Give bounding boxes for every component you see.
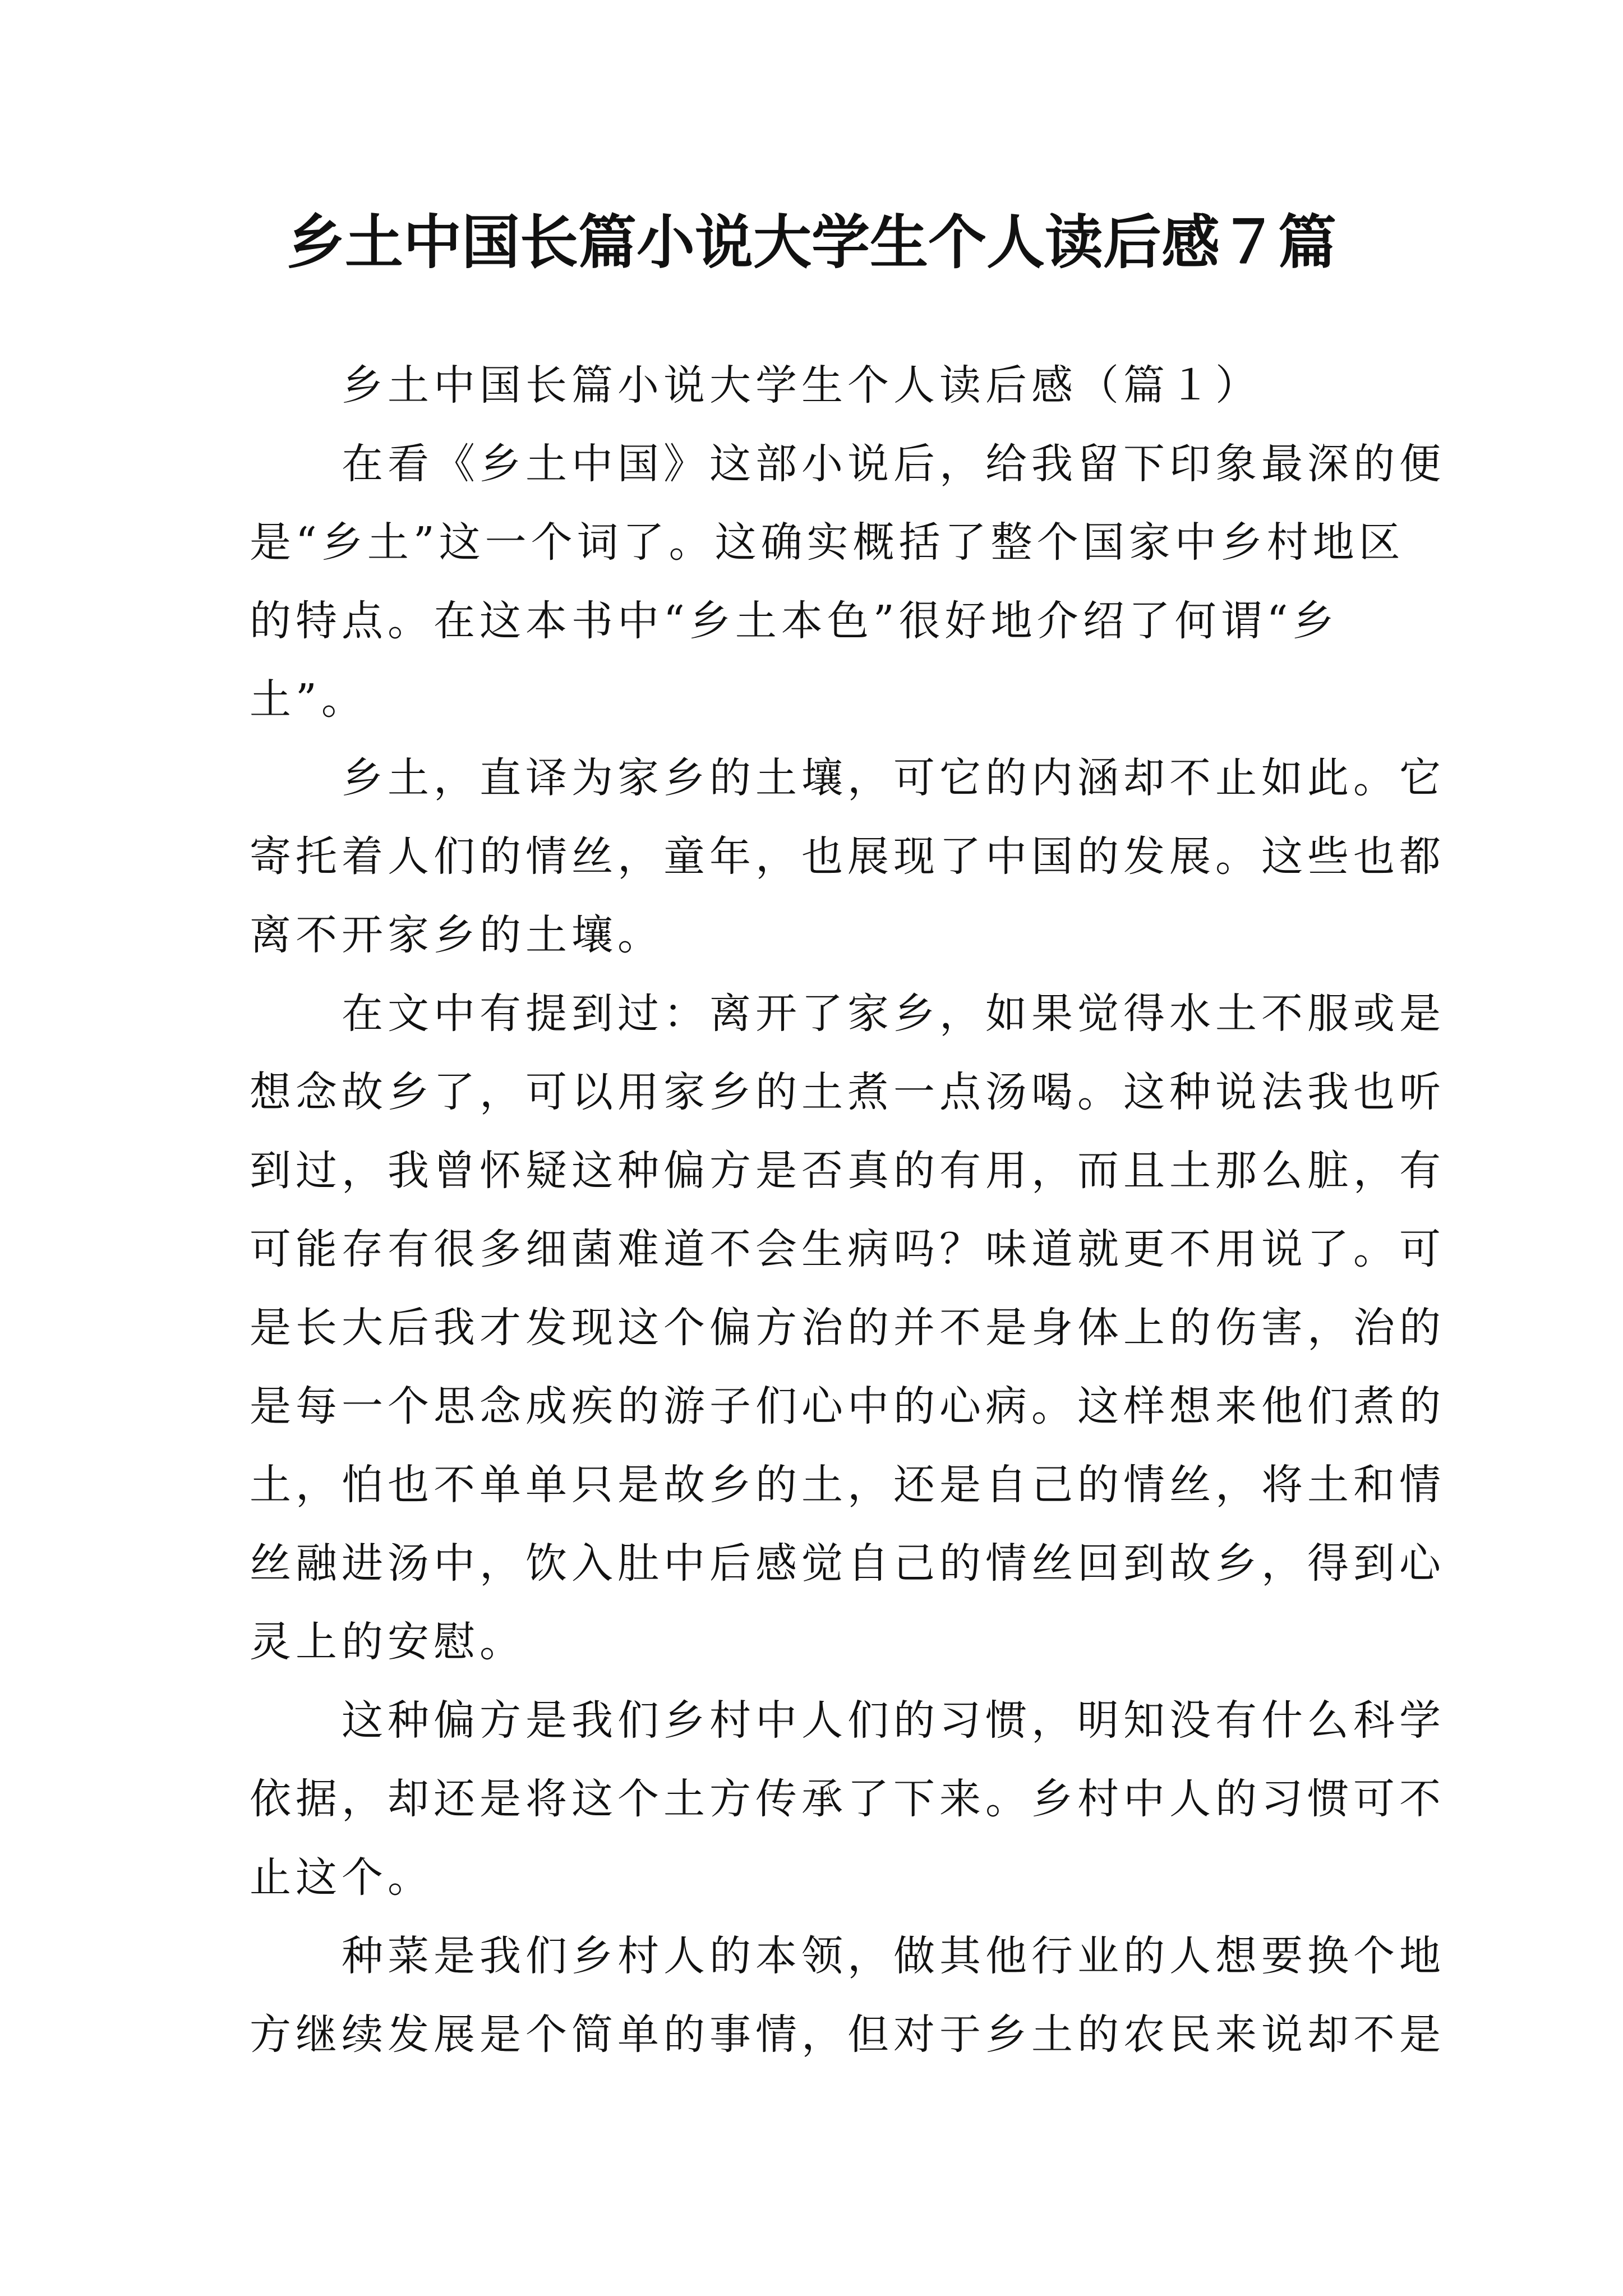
text-line: 方继续发展是个简单的事情，但对于乡土的农民来说却不是 — [250, 2010, 1445, 2059]
text-line: 种菜是我们乡村人的本领，做其他行业的人想要换个地 — [342, 1932, 1445, 1980]
text-line: 依据，却还是将这个土方传承了下来。乡村中人的习惯可不 — [250, 1775, 1445, 1823]
paragraph-5 — [250, 1917, 1445, 2074]
section-heading: 乡土中国长篇小说大学生个人读后感（篇１） — [342, 361, 1261, 409]
text-line: 是长大后我才发现这个偏方治的并不是身体上的伤害，治的 — [250, 1304, 1445, 1352]
text-line: 的特点。在这本书中“乡土本色”很好地介绍了何谓“乡 — [250, 597, 1339, 645]
text-line: 到过，我曾怀疑这种偏方是否真的有用，而且土那么脏，有 — [250, 1147, 1445, 1195]
text-line: 在看《乡土中国》这部小说后，给我留下印象最深的便 — [342, 440, 1445, 488]
paragraph-2 — [250, 739, 1445, 974]
text-line: 止这个。 — [250, 1853, 434, 1902]
document-title: 乡土中国长篇小说大学生个人读后感７篇 — [286, 208, 1336, 277]
text-line: 离不开家乡的土壤。 — [250, 911, 663, 959]
text-line: 土，怕也不单单只是故乡的土，还是自己的情丝，将土和情 — [250, 1461, 1445, 1509]
text-line: 是每一个思念成疾的游子们心中的心病。这样想来他们煮的 — [250, 1382, 1445, 1430]
text-line: 是“乡土”这一个词了。这确实概括了整个国家中乡村地区 — [250, 518, 1405, 567]
paragraph-1 — [250, 425, 1445, 739]
text-line: 这种偏方是我们乡村中人们的习惯，明知没有什么科学 — [342, 1696, 1445, 1745]
paragraph-3 — [250, 974, 1445, 1681]
text-line: 土”。 — [250, 675, 367, 724]
text-line: 寄托着人们的情丝，童年，也展现了中国的发展。这些也都 — [250, 832, 1445, 881]
document-body — [250, 346, 1445, 2074]
text-line: 想念故乡了，可以用家乡的土煮一点汤喝。这种说法我也听 — [250, 1068, 1445, 1116]
text-line: 在文中有提到过：离开了家乡，如果觉得水土不服或是 — [342, 990, 1445, 1038]
text-line: 丝融进汤中，饮入肚中后感觉自己的情丝回到故乡，得到心 — [250, 1539, 1445, 1588]
paragraph-4 — [250, 1681, 1445, 1917]
text-line: 乡土，直译为家乡的土壤，可它的内涵却不止如此。它 — [342, 754, 1445, 802]
text-line: 灵上的安慰。 — [250, 1618, 525, 1666]
text-line: 可能存有很多细菌难道不会生病吗？味道就更不用说了。可 — [250, 1225, 1445, 1273]
